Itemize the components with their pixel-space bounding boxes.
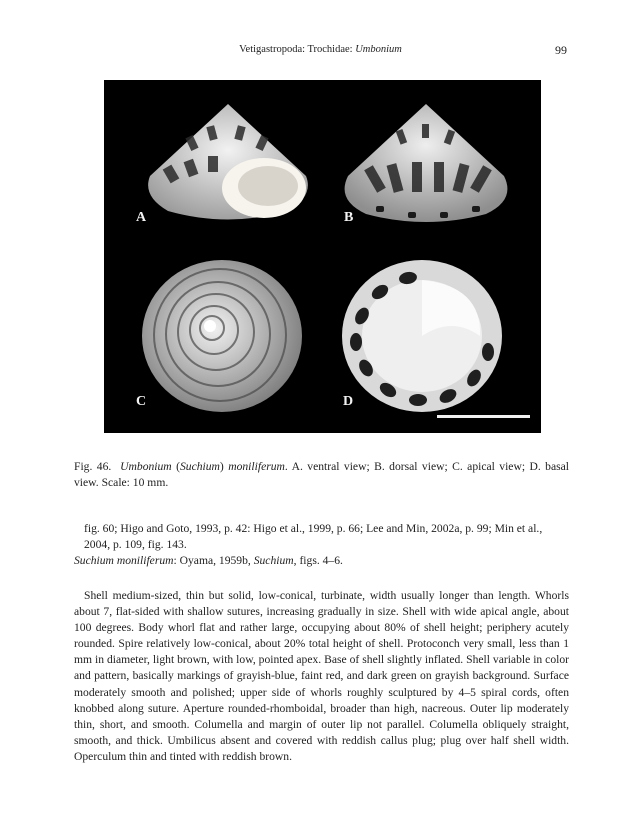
scale-bar <box>437 415 530 418</box>
synonym-text-after: , figs. 4–6. <box>293 554 343 567</box>
description <box>74 588 569 765</box>
description-paragraph: Shell medium-sized, thin but solid, low-conical, turbinate, width usually longer than length. Whorls about 7, flat-sided with shallow sutures, increasing gradually in size. Shell with wide apical angle, about 100 degrees. Body whorl flat and rather large, occupying about 80% of shell height; periphery acutely rounded. Spire relatively low-conical, about 20% total height of shell. Protoconch very small, less than 1 mm in diameter, light brown, with low, pointed apex. Base of shell slightly inflated. Shell variable in color and pattern, basically markings of grayish-blue, faint red, and dark green on grayish background. Surface moderately smooth and polished; upper side of whorls roughly sculptured by 4–5 spiral cords, often knobbed along suture. Aperture rounded-rhomboidal, broader than high, nacreous. Outer lip moderately thin, short, and smooth. Columella and margin of outer lip not parallel. Columella obliquely straight, smooth, and thick. Umbilicus absent and covered with reddish callus plug; plug over half shell width. Operculum thin and tinted with reddish brown. <box>74 589 569 763</box>
shell-image-d <box>332 256 512 416</box>
running-title-genus: Umbonium <box>355 44 402 55</box>
references <box>74 521 569 569</box>
panel-label-d: D <box>343 394 354 409</box>
running-head <box>0 44 641 60</box>
shell-image-a <box>128 96 328 236</box>
caption-fig-label: Fig. 46. <box>74 460 112 473</box>
panel-label-c: C <box>136 394 147 409</box>
synonym-line <box>74 553 569 569</box>
synonym-text-before: : Oyama, 1959b, <box>173 554 254 567</box>
synonym-name: Suchium moniliferum <box>74 554 174 567</box>
synonym-genus: Suchium <box>253 554 294 567</box>
figure-caption: Fig. 46. Umbonium (Suchium) moniliferum. A. ventral view; B. dorsal view; C. apical view; D. basal view. Scale: 10 mm. <box>74 460 569 489</box>
caption-genus: Umbonium <box>120 460 172 473</box>
running-title <box>0 44 641 55</box>
caption-text: . A. ventral view; B. dorsal view; C. apical view; D. basal view. Scale: 10 mm. <box>74 460 569 489</box>
figure-plate <box>104 80 541 433</box>
reference-line: fig. 60; Higo and Goto, 1993, p. 42: Higo et al., 1999, p. 66; Lee and Min, 2002a, p. 99; Min et al., 2004, p. 109, fig. 143. <box>84 522 543 551</box>
caption-subgenus: Suchium <box>179 460 220 473</box>
panel-label-a: A <box>136 210 147 225</box>
shell-image-b <box>326 96 526 236</box>
panel-label-b: B <box>344 210 354 225</box>
page-number: 99 <box>555 43 567 57</box>
shell-image-c <box>132 256 312 416</box>
caption-epithet: moniliferum <box>228 460 285 473</box>
running-title-prefix: Vetigastropoda: Trochidae: <box>239 44 356 55</box>
